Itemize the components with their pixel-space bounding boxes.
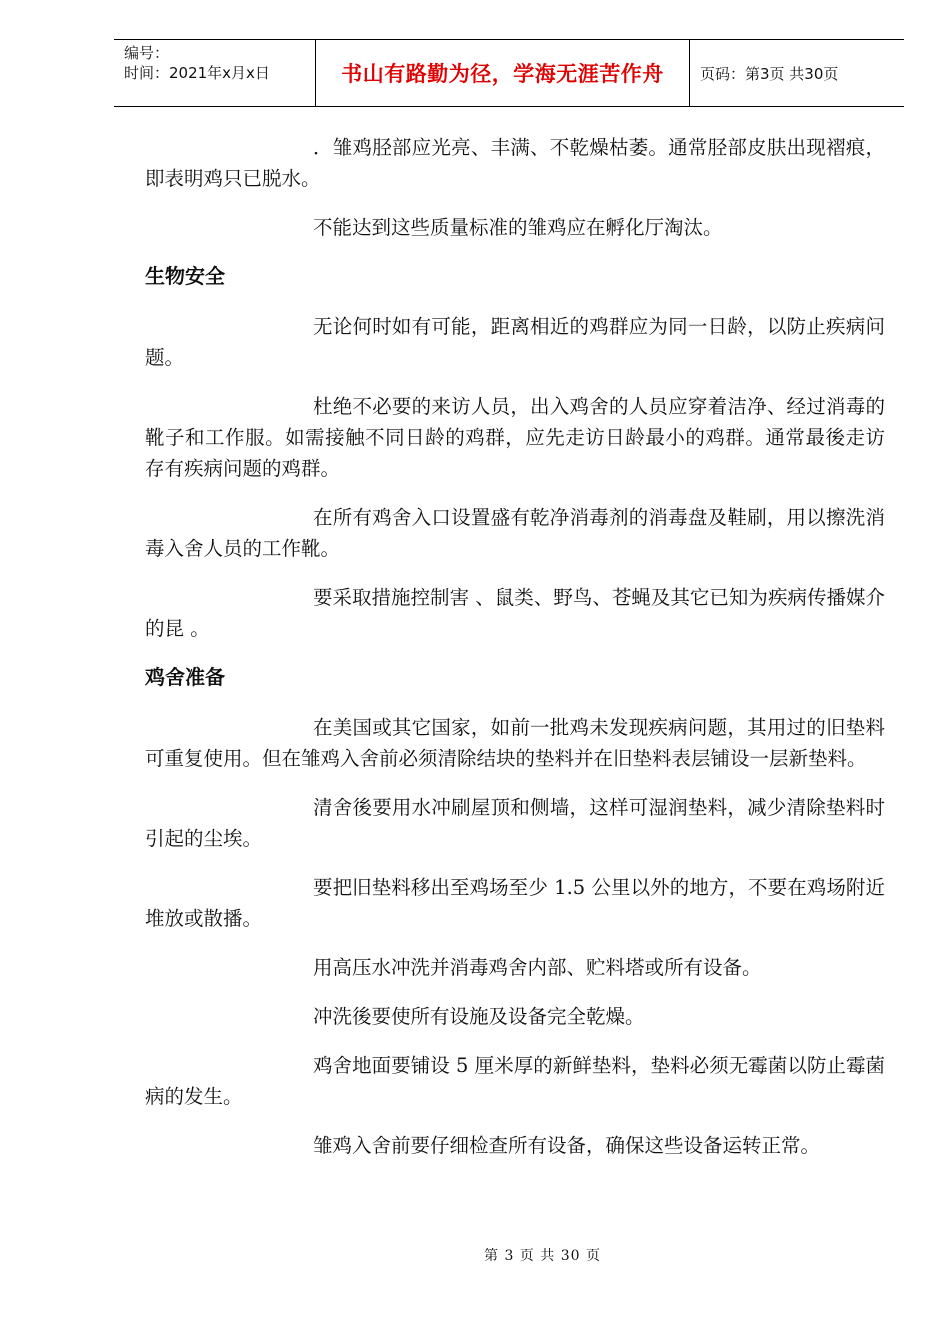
section-heading: 生物安全 <box>145 264 225 288</box>
section-heading: 鸡舍准备 <box>145 665 225 689</box>
paragraph: 冲洗後要使所有设施及设备完全乾燥。 <box>313 1005 645 1028</box>
footer-page-number: 第 3 页 共 30 页 <box>484 1248 601 1264</box>
paragraph: 不能达到这些质量标准的雏鸡应在孵化厅淘汰。 <box>313 216 723 239</box>
paragraph: 无论何时如有可能，距离相近的鸡群应为同一日龄，以防止疾病问题。 <box>145 315 885 369</box>
paragraph: 在所有鸡舍入口设置盛有乾净消毒剂的消毒盘及鞋刷，用以擦洗消毒入舍人员的工作靴。 <box>145 506 885 560</box>
paragraph: 要采取措施控制害 、鼠类、野鸟、苍蝇及其它已知为疾病传播媒介的昆 。 <box>145 586 885 640</box>
header-page-info: 页码：第3页 共30页 <box>700 64 839 83</box>
paragraph: 鸡舍地面要铺设 5 厘米厚的新鲜垫料，垫料必须无霉菌以防止霉菌病的发生。 <box>145 1054 885 1108</box>
header-page-cell <box>690 40 904 106</box>
number-label: 编号： <box>124 44 170 62</box>
page-footer <box>0 1245 950 1265</box>
document-body <box>145 132 885 1179</box>
header-motto-cell <box>316 40 690 106</box>
paragraph: 在美国或其它国家，如前一批鸡未发现疾病问题，其用过的旧垫料可重复使用。但在雏鸡入舍前必须清除结块的垫料并在旧垫料表层铺设一层新垫料。 <box>145 716 885 770</box>
paragraph: 要把旧垫料移出至鸡场至少 1.5 公里以外的地方，不要在鸡场附近堆放或散播。 <box>145 876 885 930</box>
header-info-cell <box>114 40 316 106</box>
paragraph: 雏鸡入舍前要仔细检查所有设备，确保这些设备运转正常。 <box>313 1134 821 1157</box>
page-header <box>114 39 904 107</box>
time-label: 时间：2021年x月x日 <box>124 64 270 82</box>
paragraph: 杜绝不必要的来访人员，出入鸡舍的人员应穿着洁净、经过消毒的靴子和工作服。如需接触不同日龄的鸡群，应先走访日龄最小的鸡群。通常最後走访存有疾病问题的鸡群。 <box>145 395 885 480</box>
paragraph: 清舍後要用水冲刷屋顶和侧墙，这样可湿润垫料，减少清除垫料时引起的尘埃。 <box>145 796 885 850</box>
paragraph: ．雏鸡胫部应光亮、丰满、不乾燥枯萎。通常胫部皮肤出现褶痕，即表明鸡只已脱水。 <box>145 136 885 190</box>
motto-text: 书山有路勤为径，学海无涯苦作舟 <box>341 62 664 86</box>
paragraph: 用高压水冲洗并消毒鸡舍内部、贮料塔或所有设备。 <box>313 956 762 979</box>
